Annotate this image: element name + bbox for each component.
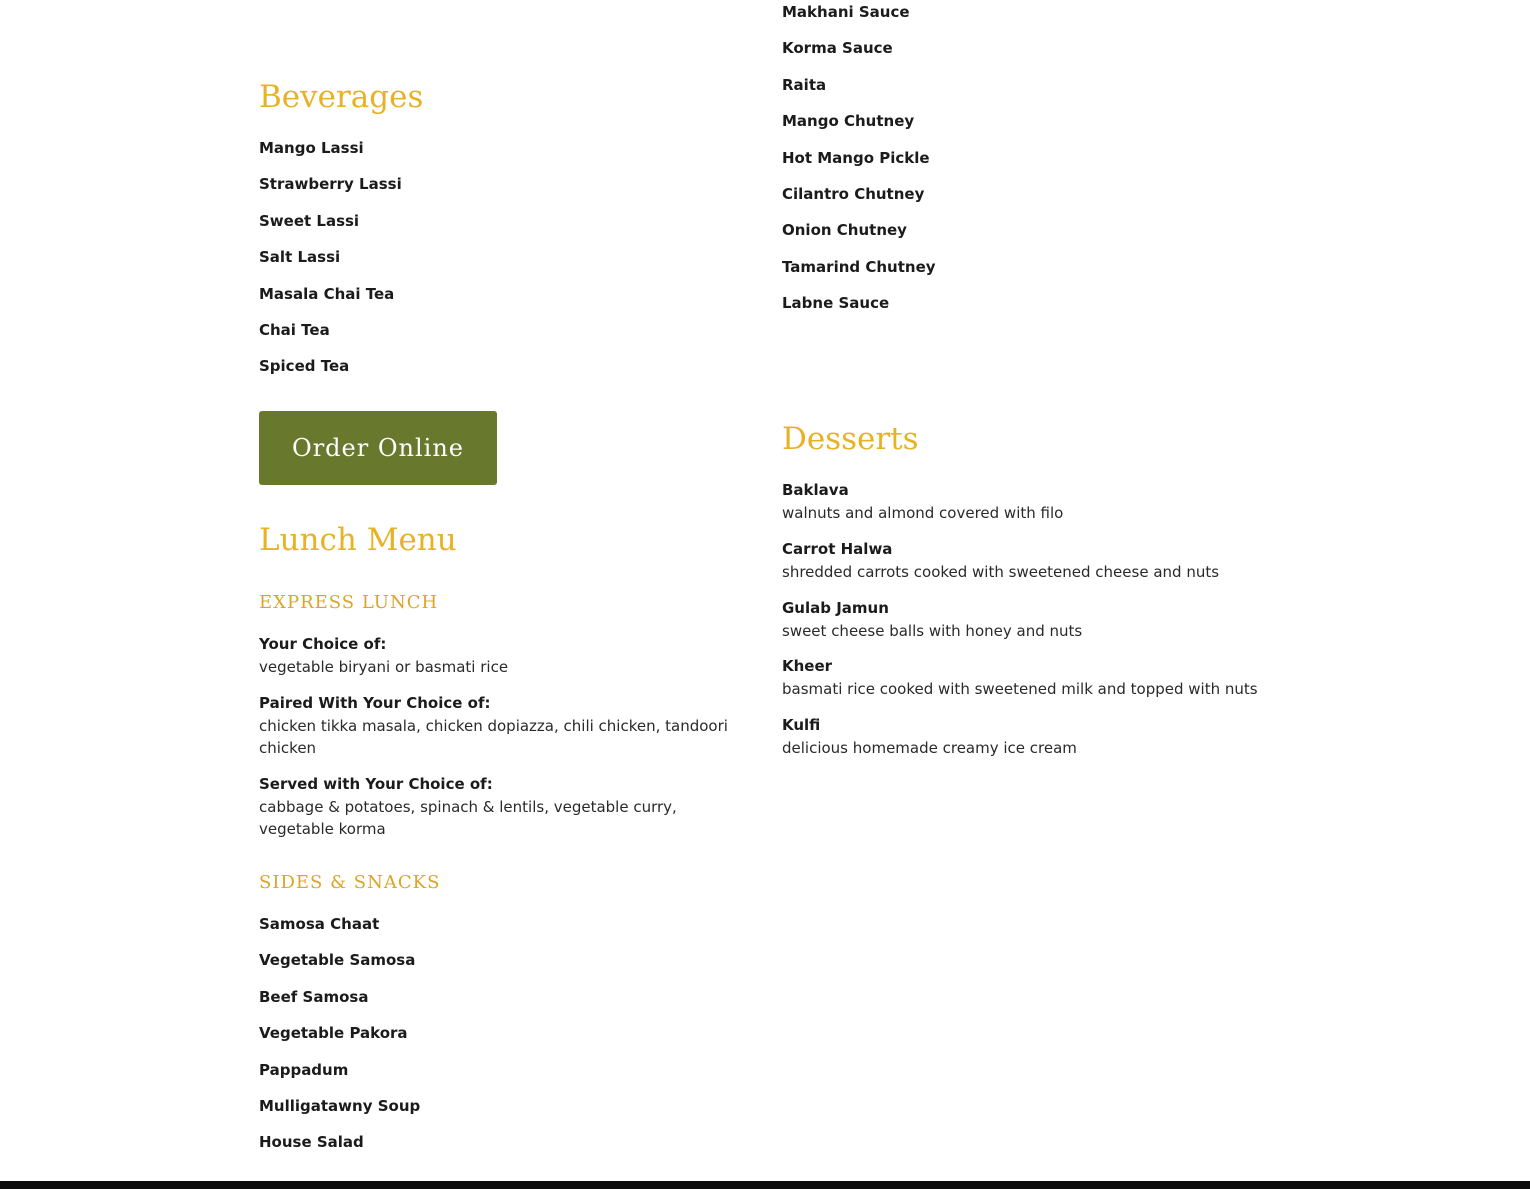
- list-item: Strawberry Lassi: [259, 175, 402, 194]
- express-item: [259, 774, 749, 840]
- dessert-item: [782, 480, 1302, 524]
- beverages-heading: Beverages: [259, 79, 424, 115]
- express-item: [259, 634, 749, 678]
- item-name: Your Choice of:: [259, 635, 387, 653]
- list-item: Raita: [782, 75, 827, 94]
- item-name: Gulab Jamun: [782, 599, 889, 617]
- list-item: Salt Lassi: [259, 248, 341, 267]
- item-name: Kulfi: [782, 716, 821, 734]
- list-item: Vegetable Pakora: [259, 1024, 408, 1043]
- sides-list: [259, 914, 420, 1169]
- list-item: Sweet Lassi: [259, 211, 360, 230]
- list-item: Tamarind Chutney: [782, 257, 936, 276]
- item-description: shredded carrots cooked with sweetened cheese and nuts: [782, 563, 1220, 581]
- list-item: Cilantro Chutney: [782, 184, 925, 203]
- dessert-item: [782, 598, 1302, 642]
- footer-bar: [0, 1181, 1530, 1189]
- list-item: Spiced Tea: [259, 357, 350, 376]
- item-description: chicken tikka masala, chicken dopiazza, chili chicken, tandoori chicken: [259, 717, 728, 757]
- list-item: Samosa Chaat: [259, 915, 380, 933]
- list-item: House Salad: [259, 1133, 364, 1152]
- desserts-heading: Desserts: [782, 421, 919, 457]
- list-item: Mango Chutney: [782, 112, 915, 131]
- list-item: Beef Samosa: [259, 987, 369, 1006]
- dessert-item: [782, 656, 1302, 700]
- item-name: Kheer: [782, 657, 833, 675]
- item-description: walnuts and almond covered with filo: [782, 504, 1064, 522]
- express-lunch-heading: EXPRESS LUNCH: [259, 592, 439, 613]
- list-item: Hot Mango Pickle: [782, 148, 930, 167]
- list-item: Pappadum: [259, 1060, 349, 1079]
- item-name: Baklava: [782, 481, 849, 499]
- list-item: Masala Chai Tea: [259, 284, 395, 303]
- list-item: Labne Sauce: [782, 294, 890, 313]
- item-description: vegetable biryani or basmati rice: [259, 658, 509, 676]
- item-description: delicious homemade creamy ice cream: [782, 739, 1077, 757]
- list-item: Mulligatawny Soup: [259, 1096, 421, 1115]
- list-item: Makhani Sauce: [782, 3, 910, 21]
- list-item: Onion Chutney: [782, 221, 907, 240]
- item-name: Paired With Your Choice of:: [259, 694, 491, 712]
- sauces-list: [782, 2, 936, 330]
- sides-snacks-heading: SIDES & SNACKS: [259, 872, 441, 893]
- lunch-menu-heading: Lunch Menu: [259, 522, 457, 558]
- beverages-list: [259, 138, 402, 393]
- list-item: Chai Tea: [259, 320, 330, 339]
- order-online-button[interactable]: Order Online: [259, 411, 497, 485]
- item-name: Carrot Halwa: [782, 540, 893, 558]
- item-description: basmati rice cooked with sweetened milk and topped with nuts: [782, 680, 1258, 698]
- item-description: cabbage & potatoes, spinach & lentils, vegetable curry, vegetable korma: [259, 798, 677, 838]
- express-item: [259, 693, 749, 759]
- list-item: Korma Sauce: [782, 39, 893, 58]
- dessert-item: [782, 715, 1302, 759]
- list-item: Vegetable Samosa: [259, 951, 416, 970]
- dessert-item: [782, 539, 1302, 583]
- list-item: Mango Lassi: [259, 139, 364, 157]
- item-description: sweet cheese balls with honey and nuts: [782, 622, 1083, 640]
- item-name: Served with Your Choice of:: [259, 775, 493, 793]
